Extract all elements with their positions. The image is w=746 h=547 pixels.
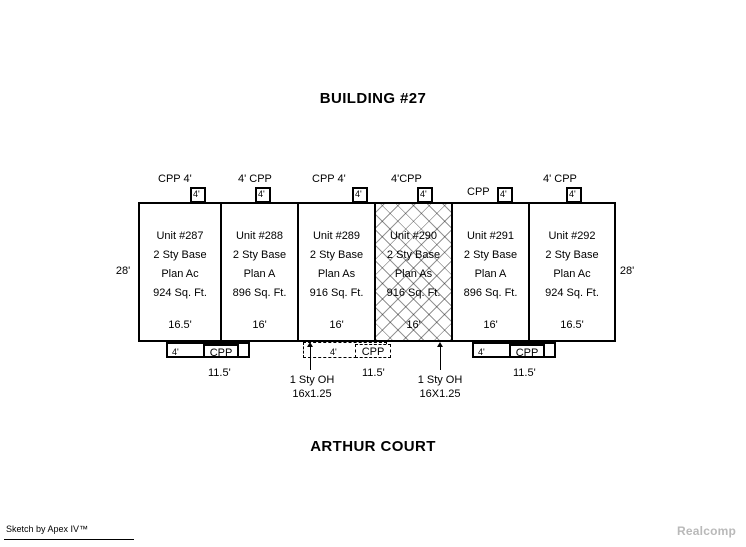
- unit-cell-292[interactable]: [530, 204, 614, 340]
- overhang-note-line-2: 16x1.25: [292, 388, 332, 400]
- overhang-note-line-1: 1 Sty OH: [289, 374, 335, 386]
- unit-cell-290[interactable]: [376, 204, 453, 340]
- overhang-leader-arrow-2: [440, 346, 441, 370]
- unit-detail-line-3: 896 Sq. Ft.: [463, 287, 518, 299]
- unit-detail-line-3: 924 Sq. Ft.: [153, 287, 207, 299]
- unit-detail-line-1: 2 Sty Base: [463, 249, 518, 261]
- bottom-porch-label-box-3: CPP: [509, 344, 545, 358]
- unit-width-dimension: 16': [483, 319, 498, 331]
- unit-detail-line-3: 896 Sq. Ft.: [232, 287, 287, 299]
- unit-detail-line-2: Plan Ac: [161, 268, 199, 280]
- street-label: ARTHUR COURT: [310, 438, 436, 455]
- top-porch-tick-2: 4': [258, 189, 265, 199]
- footer-divider: [4, 539, 134, 540]
- top-porch-tick-1: 4': [193, 189, 200, 199]
- unit-cell-288[interactable]: [222, 204, 299, 340]
- top-porch-label-6: 4' CPP: [543, 173, 577, 185]
- bottom-porch-label-box-2: CPP: [355, 344, 391, 358]
- unit-detail-line-3: 916 Sq. Ft.: [309, 287, 364, 299]
- watermark-logo: Realcomp: [677, 524, 736, 538]
- bottom-porch-dimension-1: 11.5': [208, 367, 231, 379]
- top-porch-label-4: 4'CPP: [391, 173, 422, 185]
- unit-number: Unit #290: [389, 230, 438, 242]
- unit-width-dimension: 16': [252, 319, 267, 331]
- page-title: BUILDING #27: [319, 90, 427, 107]
- sketch-credit: Sketch by Apex IV™: [6, 524, 89, 534]
- bottom-porch-dimension-3: 11.5': [513, 367, 536, 379]
- unit-cell-291[interactable]: [453, 204, 530, 340]
- bottom-porch-tick-2: 4': [330, 347, 337, 357]
- top-porch-tick-4: 4': [420, 189, 427, 199]
- unit-detail-line-2: Plan A: [243, 268, 276, 280]
- overhang-note-2: [400, 373, 480, 401]
- bottom-porch-tick-3: 4': [478, 347, 485, 357]
- right-depth-dimension: 28': [619, 265, 635, 277]
- unit-detail-line-3: 916 Sq. Ft.: [386, 287, 441, 299]
- overhang-leader-arrow-1: [310, 346, 311, 370]
- unit-number: Unit #292: [548, 230, 596, 242]
- bottom-porch-label-box-1: CPP: [203, 344, 239, 358]
- top-porch-tick-6: 4': [569, 189, 576, 199]
- unit-detail-line-1: 2 Sty Base: [545, 249, 599, 261]
- bottom-porch-dimension-2: 11.5': [362, 367, 385, 379]
- unit-width-dimension: 16': [329, 319, 344, 331]
- unit-detail-line-1: 2 Sty Base: [309, 249, 364, 261]
- unit-detail-line-2: Plan As: [317, 268, 356, 280]
- unit-width-dimension: 16': [406, 319, 421, 331]
- unit-number: Unit #288: [235, 230, 284, 242]
- unit-width-dimension: 16.5': [560, 319, 584, 331]
- unit-detail-line-2: Plan A: [474, 268, 507, 280]
- left-depth-dimension: 28': [115, 265, 131, 277]
- unit-number: Unit #291: [466, 230, 515, 242]
- unit-detail-line-3: 924 Sq. Ft.: [545, 287, 599, 299]
- unit-detail-line-2: Plan Ac: [553, 268, 591, 280]
- top-porch-tick-5: 4': [500, 189, 507, 199]
- top-porch-label-3: CPP 4': [312, 173, 346, 185]
- overhang-note-1: [272, 373, 352, 401]
- top-porch-label-5: CPP: [467, 186, 490, 198]
- unit-number: Unit #289: [312, 230, 361, 242]
- unit-detail-line-1: 2 Sty Base: [153, 249, 207, 261]
- unit-cell-287[interactable]: [140, 204, 222, 340]
- unit-detail-line-2: Plan As: [394, 268, 433, 280]
- unit-number: Unit #287: [156, 230, 204, 242]
- top-porch-label-2: 4' CPP: [238, 173, 272, 185]
- unit-cell-289[interactable]: [299, 204, 376, 340]
- overhang-note-line-1: 1 Sty OH: [417, 374, 463, 386]
- unit-detail-line-1: 2 Sty Base: [232, 249, 287, 261]
- top-porch-label-1: CPP 4': [158, 173, 192, 185]
- building-outline: [138, 202, 616, 342]
- top-porch-tick-3: 4': [355, 189, 362, 199]
- bottom-porch-tick-1: 4': [172, 347, 179, 357]
- unit-width-dimension: 16.5': [168, 319, 192, 331]
- unit-detail-line-1: 2 Sty Base: [386, 249, 441, 261]
- overhang-note-line-2: 16X1.25: [419, 388, 461, 400]
